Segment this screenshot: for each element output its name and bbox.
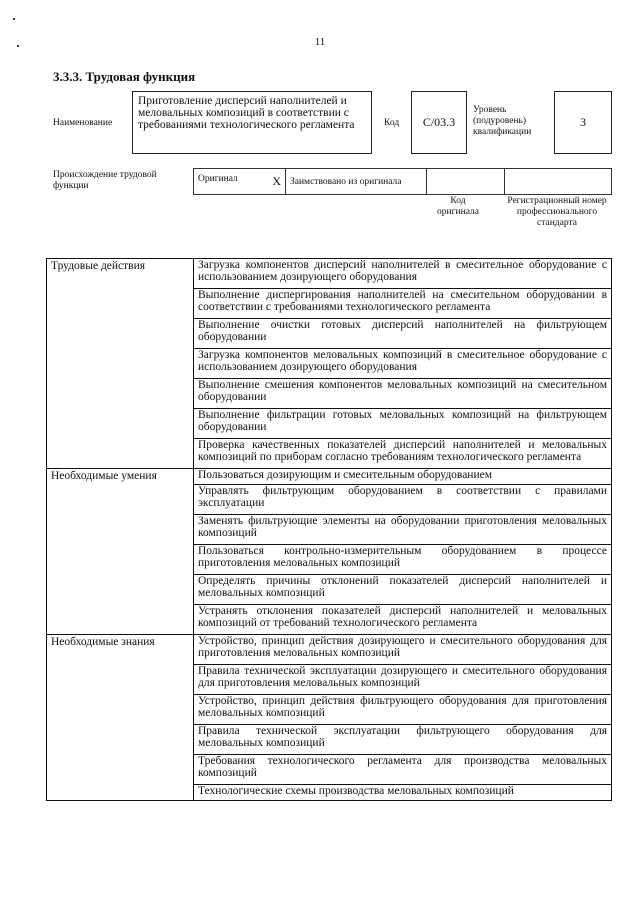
code-original-caption: Код оригинала	[437, 196, 479, 217]
name-label: Наименование	[53, 118, 113, 128]
reg-number-caption: Регистрационный номер профессионального стандарта	[507, 196, 607, 228]
table-row	[47, 469, 612, 485]
table-row	[47, 259, 612, 289]
page-number: 11	[314, 36, 326, 48]
item-cell: Устройство, принцип действия дозирующего и смесительного оборудования для приготовления меловальных композиций	[194, 635, 612, 665]
original-label: Оригинал	[198, 174, 238, 184]
code-value: С/03.3	[411, 91, 467, 154]
table-row	[47, 635, 612, 665]
item-cell: Проверка качественных показателей дисперсий наполнителей и меловальных композиций по приборам согласно требованиям технологического регламента	[194, 439, 612, 469]
item-cell: Выполнение очистки готовых дисперсий наполнителей на фильтрующем оборудовании	[194, 319, 612, 349]
item-cell: Управлять фильтрующим оборудованием в соответствии с правилами эксплуатации	[194, 485, 612, 515]
category-cell: Необходимые умения	[47, 469, 194, 635]
scan-mark	[13, 18, 15, 20]
item-cell: Устранять отклонения показателей дисперсий наполнителей и меловальных композиций от требований технологического регламента	[194, 605, 612, 635]
level-value: 3	[554, 91, 612, 154]
item-cell: Устройство, принцип действия фильтрующего оборудования для приготовления меловальных композиций	[194, 695, 612, 725]
item-cell: Загрузка компонентов меловальных композиций в смесительное оборудование с использованием дозирующего оборудования	[194, 349, 612, 379]
item-cell: Загрузка компонентов дисперсий наполнителей в смесительное оборудование с использованием дозирующего оборудования	[194, 259, 612, 289]
borrowed-label: Заимствовано из оригинала	[286, 169, 427, 195]
item-cell: Выполнение фильтрации готовых меловальных композиций на фильтрующем оборудовании	[194, 409, 612, 439]
item-cell: Требования технологического регламента для производства меловальных композиций	[194, 755, 612, 785]
origin-original-cell	[194, 169, 286, 195]
category-cell: Трудовые действия	[47, 259, 194, 469]
item-cell: Выполнение диспергирования наполнителей на смесительном оборудовании в соответствии с требованиями технологического регламента	[194, 289, 612, 319]
level-label: Уровень (подуровень) квалификации	[473, 105, 532, 137]
name-value: Приготовление дисперсий наполнителей и меловальных композиций в соответствии с требованиями технологического регламента	[132, 91, 372, 154]
item-cell: Технологические схемы производства меловальных композиций	[194, 785, 612, 801]
item-cell: Заменять фильтрующие элементы на оборудовании приготовления меловальных композиций	[194, 515, 612, 545]
origin-table	[193, 168, 612, 195]
original-mark: X	[272, 174, 281, 188]
item-cell: Пользоваться дозирующим и смесительным оборудованием	[194, 469, 612, 485]
origin-label: Происхождение трудовой функции	[53, 170, 157, 191]
item-cell: Правила технической эксплуатации дозирующего и смесительного оборудования для приготовления меловальных композиций	[194, 665, 612, 695]
section-title: 3.3.3. Трудовая функция	[53, 69, 196, 84]
item-cell: Правила технической эксплуатации фильтрующего оборудования для меловальных композиций	[194, 725, 612, 755]
item-cell: Пользоваться контрольно-измерительным оборудованием в процессе приготовления меловальных композиций	[194, 545, 612, 575]
category-cell: Необходимые знания	[47, 635, 194, 801]
item-cell: Определять причины отклонений показателей дисперсий наполнителей и меловальных композиций	[194, 575, 612, 605]
item-cell: Выполнение смешения компонентов меловальных композиций на смесительном оборудовании	[194, 379, 612, 409]
origin-reg-cell	[505, 169, 612, 195]
function-table	[46, 258, 612, 801]
origin-code-cell	[427, 169, 505, 195]
code-label: Код	[384, 118, 400, 128]
